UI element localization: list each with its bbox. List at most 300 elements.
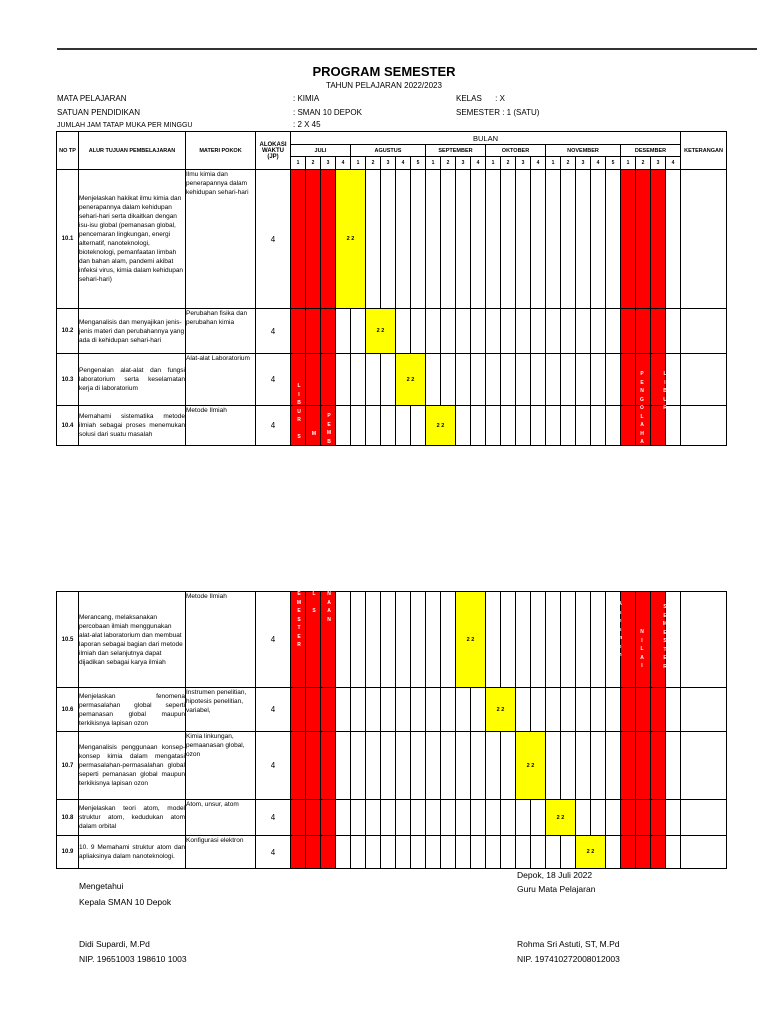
holiday-cell: [291, 309, 306, 354]
week-cell: [456, 309, 471, 354]
semester-label: S E M E S T E R: [662, 604, 668, 670]
week-header: 2: [636, 157, 651, 170]
kepala-nip: NIP. 19651003 198610 1003: [79, 954, 187, 964]
holiday-cell: [291, 800, 306, 836]
week-cell: [471, 406, 486, 446]
holiday-cell: [621, 406, 636, 446]
week-cell: [501, 732, 516, 800]
week-cell: [501, 406, 516, 446]
week-header: 5: [606, 157, 621, 170]
week-cell: [486, 309, 501, 354]
week-cell: [351, 406, 366, 446]
holiday-cell: [651, 800, 666, 836]
week-cell: [396, 836, 411, 869]
mapel-label: MATA PELAJARAN: [57, 94, 127, 103]
naan-label: N A A N: [327, 591, 331, 623]
week-cell: [561, 170, 576, 309]
holiday-cell: [621, 732, 636, 800]
ls-label: L S: [312, 591, 316, 614]
tp-number: 10.7: [57, 732, 79, 800]
jp-value: 4: [256, 732, 291, 800]
jp-value: 4: [256, 170, 291, 309]
materi-text: Konfigurasi elektron: [186, 836, 256, 869]
week-header: 3: [381, 157, 396, 170]
materi-text: Atom, unsur, atom: [186, 800, 256, 836]
holiday-cell: [621, 309, 636, 354]
week-cell: [381, 592, 396, 688]
week-cell: [471, 732, 486, 800]
week-cell: [336, 836, 351, 869]
holiday-cell: [621, 836, 636, 869]
holiday-cell: [306, 836, 321, 869]
holiday-cell: [651, 732, 666, 800]
week-cell: [426, 592, 441, 688]
mp-label: M P: [311, 431, 317, 454]
week-header: 1: [486, 157, 501, 170]
week-cell: [366, 800, 381, 836]
week-header: 2: [441, 157, 456, 170]
month-header: NOVEMBER: [546, 145, 621, 157]
tp-number: 10.5: [57, 592, 79, 688]
week-header: 4: [591, 157, 606, 170]
jam-value: : 2 X 45: [293, 120, 321, 129]
week-header: 1: [621, 157, 636, 170]
page-title: PROGRAM SEMESTER: [312, 64, 456, 79]
week-cell: [516, 836, 531, 869]
week-header: 3: [321, 157, 336, 170]
tujuan-text: Menjelaskan fenomena permasalahan global seperti pemanasan global maupun terkikisnya lapisan ozon: [79, 688, 186, 732]
header-rule: [57, 48, 757, 50]
week-cell: [441, 836, 456, 869]
week-cell: [366, 836, 381, 869]
week-cell: [501, 800, 516, 836]
week-cell: [441, 309, 456, 354]
week-cell: [396, 592, 411, 688]
week-cell: [546, 592, 561, 688]
week-activity: 2 2: [336, 170, 366, 309]
week-activity: 2 2: [486, 688, 516, 732]
week-cell: [441, 732, 456, 800]
week-cell: [441, 592, 456, 688]
week-header: 3: [456, 157, 471, 170]
keterangan-cell: [681, 592, 727, 688]
week-cell: [366, 354, 381, 406]
week-cell: [591, 170, 606, 309]
week-cell: [351, 732, 366, 800]
col-materi-header: MATERI POKOK: [186, 132, 256, 170]
col-tujuan-header: ALUR TUJUAN PEMBELAJARAN: [79, 132, 186, 170]
week-cell: [546, 406, 561, 446]
n-label: N: [640, 586, 644, 592]
week-cell: [396, 170, 411, 309]
holiday-cell: [636, 732, 651, 800]
week-cell: [606, 800, 621, 836]
jam-label: JUMLAH JAM TATAP MUKA PER MINGGU: [57, 122, 193, 129]
tp-number: 10.3: [57, 354, 79, 406]
week-cell: [546, 732, 561, 800]
week-cell: [546, 170, 561, 309]
week-cell: [396, 800, 411, 836]
week-cell: [561, 688, 576, 732]
week-cell: [426, 732, 441, 800]
week-header: 2: [501, 157, 516, 170]
holiday-cell: [321, 688, 336, 732]
keterangan-cell: [681, 354, 727, 406]
week-cell: [486, 406, 501, 446]
tp-number: 10.1: [57, 170, 79, 309]
week-cell: [336, 309, 351, 354]
nilai-label: N I L A I: [640, 629, 644, 669]
guru-nip: NIP. 197410272008012003: [517, 954, 620, 964]
kelas-info: KELAS : X: [456, 94, 505, 103]
week-cell: [576, 309, 591, 354]
week-cell: [486, 592, 501, 688]
mengetahui-text: Mengetahui: [79, 881, 124, 891]
satuan-value: : SMAN 10 DEPOK: [293, 108, 362, 117]
week-cell: [606, 354, 621, 406]
table-row: [57, 800, 727, 836]
week-header: 3: [576, 157, 591, 170]
materi-text: Perubahan fisika dan perubahan kimia: [186, 309, 256, 354]
tujuan-text: Menganalisis dan menyajikan jenis-jenis materi dan perubahannya yang ada di kehidupan sehari-hari: [79, 309, 186, 354]
holiday-cell: [321, 800, 336, 836]
holiday-cell: [636, 309, 651, 354]
jp-value: 4: [256, 688, 291, 732]
holiday-cell: [636, 170, 651, 309]
satuan-label: SATUAN PENDIDIKAN: [57, 108, 140, 117]
week-cell: [606, 406, 621, 446]
week-cell: [441, 688, 456, 732]
week-cell: [516, 406, 531, 446]
week-cell: [471, 170, 486, 309]
week-cell: [546, 688, 561, 732]
week-cell: [411, 732, 426, 800]
week-cell: [381, 170, 396, 309]
week-cell: [471, 800, 486, 836]
month-header: AGUSTUS: [351, 145, 426, 157]
keterangan-cell: [681, 688, 727, 732]
week-header: 5: [411, 157, 426, 170]
week-header: 4: [666, 157, 681, 170]
tujuan-text: Merancang, melaksanakan percobaan ilmiah menggunakan alat-alat laboratorium dan membuat laporan sebagai bagian dari metode ilmiah dan selanjutnya dapat dijadikan sebagai karya ilmiah: [79, 592, 186, 688]
table-row: [57, 406, 727, 446]
week-cell: [411, 800, 426, 836]
jp-value: 4: [256, 800, 291, 836]
week-header: 1: [546, 157, 561, 170]
week-cell: [411, 170, 426, 309]
holiday-cell: [636, 688, 651, 732]
week-cell: [576, 732, 591, 800]
week-cell: [336, 592, 351, 688]
week-cell: [591, 732, 606, 800]
week-cell: [366, 732, 381, 800]
week-header: 1: [426, 157, 441, 170]
week-activity: 2 2: [546, 800, 576, 836]
week-cell: [426, 688, 441, 732]
week-activity: 2 2: [426, 406, 456, 446]
week-cell: [381, 354, 396, 406]
holiday-cell: [651, 836, 666, 869]
holiday-cell: [636, 800, 651, 836]
week-cell: [561, 354, 576, 406]
week-cell: [606, 732, 621, 800]
week-cell: [456, 354, 471, 406]
week-cell: [531, 800, 546, 836]
keterangan-cell: [681, 406, 727, 446]
tp-number: 10.6: [57, 688, 79, 732]
holiday-cell: [651, 688, 666, 732]
week-header: 2: [306, 157, 321, 170]
week-header: 4: [531, 157, 546, 170]
semester-info: SEMESTER : 1 (SATU): [456, 108, 540, 117]
week-cell: [426, 800, 441, 836]
week-cell: [336, 800, 351, 836]
holiday-cell: [306, 354, 321, 406]
week-cell: [591, 354, 606, 406]
week-cell: [606, 836, 621, 869]
tp-number: 10.8: [57, 800, 79, 836]
week-cell: [381, 836, 396, 869]
week-cell: [366, 406, 381, 446]
week-cell: [576, 688, 591, 732]
jp-value: 4: [256, 836, 291, 869]
holiday-cell: [621, 170, 636, 309]
week-cell: [666, 170, 681, 309]
materi-text: Instrumen penelitian, hipotesis penelitian, variabel,: [186, 688, 256, 732]
jp-value: 4: [256, 592, 291, 688]
col-keterangan-header: KETERANGAN: [681, 132, 727, 170]
holiday-cell: [306, 309, 321, 354]
week-cell: [606, 309, 621, 354]
week-cell: [501, 309, 516, 354]
tujuan-text: Menjelaskan hakikat ilmu kimia dan penerapannya dalam kehidupan sehari-hari serta dikaitkan dengan isu-isu global (pemanasan global, pencemaran lingkungan, energi alternatif, nanoteknologi, bioteknologi, pemanfaatan limbah dan bahan alam, pandemi akibat infeksi virus, kimia dalam kehidupan sehari-hari): [79, 170, 186, 309]
week-cell: [456, 732, 471, 800]
week-cell: [381, 406, 396, 446]
week-cell: [546, 309, 561, 354]
week-header: 3: [516, 157, 531, 170]
week-activity: 2 2: [396, 354, 426, 406]
week-cell: [426, 354, 441, 406]
tp-number: 10.2: [57, 309, 79, 354]
schedule-table-bottom: [56, 591, 727, 869]
week-cell: [591, 800, 606, 836]
week-cell: [591, 688, 606, 732]
week-cell: [456, 170, 471, 309]
week-cell: [366, 688, 381, 732]
week-cell: [366, 592, 381, 688]
week-header: 3: [651, 157, 666, 170]
month-header: JULI: [291, 145, 351, 157]
week-cell: [576, 800, 591, 836]
week-cell: [486, 836, 501, 869]
guru-role: Guru Mata Pelajaran: [517, 884, 596, 894]
holiday-cell: [291, 836, 306, 869]
holiday-cell: [306, 688, 321, 732]
materi-text: Metode Ilmiah: [186, 592, 256, 688]
week-cell: [336, 406, 351, 446]
week-header: 4: [336, 157, 351, 170]
col-bulan-header: BULAN: [291, 132, 681, 145]
week-cell: [351, 836, 366, 869]
week-cell: [426, 836, 441, 869]
week-cell: [441, 170, 456, 309]
week-cell: [336, 354, 351, 406]
week-cell: [396, 732, 411, 800]
week-cell: [396, 406, 411, 446]
holiday-cell: [621, 688, 636, 732]
tujuan-text: 10. 9 Memahami struktur atom dan apliaksinya dalam nanoteknologi.: [79, 836, 186, 869]
week-cell: [666, 688, 681, 732]
week-cell: [666, 732, 681, 800]
week-cell: [351, 309, 366, 354]
week-cell: [486, 732, 501, 800]
holiday-cell: [306, 732, 321, 800]
holiday-cell: [291, 170, 306, 309]
week-cell: [471, 688, 486, 732]
week-cell: [351, 688, 366, 732]
week-cell: [351, 592, 366, 688]
holiday-cell: [651, 309, 666, 354]
week-cell: [666, 800, 681, 836]
keterangan-cell: [681, 309, 727, 354]
libur2-label: L I B U R: [663, 371, 667, 411]
week-cell: [666, 309, 681, 354]
tujuan-text: Pengenalan alat-alat dan fungsi laboratorium serta keselamatan kerja di laboratorium: [79, 354, 186, 406]
kepala-name: Didi Supardi, M.Pd: [79, 939, 150, 949]
week-activity: 2 2: [516, 732, 546, 800]
keterangan-cell: [681, 170, 727, 309]
week-cell: [411, 688, 426, 732]
week-cell: [666, 836, 681, 869]
week-cell: [546, 354, 561, 406]
materi-text: Alat-alat Laboratorium: [186, 354, 256, 406]
week-cell: [411, 592, 426, 688]
week-cell: [426, 170, 441, 309]
materi-text: Kimia linkungan, pemaanasan global, ozon: [186, 732, 256, 800]
week-cell: [531, 309, 546, 354]
week-header: 1: [351, 157, 366, 170]
week-cell: [516, 170, 531, 309]
week-cell: [456, 800, 471, 836]
holiday-cell: [321, 836, 336, 869]
tujuan-text: Menganalisis penggunaan konsep-konsep kimia dalam mengatasi permasalahan-permasalahan global seperti pemanasan global maupun terkikisnya lapisan ozon: [79, 732, 186, 800]
holiday-cell: [651, 170, 666, 309]
table-row: [57, 732, 727, 800]
week-cell: [411, 309, 426, 354]
jp-value: 4: [256, 406, 291, 446]
week-cell: [561, 836, 576, 869]
month-header: SEPTEMBER: [426, 145, 486, 157]
week-cell: [531, 688, 546, 732]
week-cell: [516, 688, 531, 732]
keterangan-cell: [681, 800, 727, 836]
materi-text: Ilmu kimia dan penerapannya dalam kehidupan sehari-hari: [186, 170, 256, 309]
pemb-label: P E M B: [326, 413, 332, 445]
week-cell: [561, 592, 576, 688]
holiday-cell: [321, 732, 336, 800]
week-cell: [516, 800, 531, 836]
week-activity: 2 2: [366, 309, 396, 354]
week-header: 2: [561, 157, 576, 170]
week-header: 2: [366, 157, 381, 170]
week-cell: [351, 800, 366, 836]
kepala-sekolah-text: Kepala SMAN 10 Depok: [79, 897, 172, 907]
week-cell: [381, 732, 396, 800]
week-cell: [411, 836, 426, 869]
pengolahan-label: P E N G O L A H A N: [640, 371, 644, 454]
emester-label: E M E S T E R: [296, 591, 302, 648]
libur-label: L I B U R S: [297, 383, 301, 440]
week-cell: [591, 309, 606, 354]
week-cell: [501, 836, 516, 869]
holiday-cell: [321, 309, 336, 354]
week-header: 4: [396, 157, 411, 170]
week-cell: [516, 592, 531, 688]
month-header: DESEMBER: [621, 145, 681, 157]
week-cell: [381, 688, 396, 732]
week-cell: [561, 309, 576, 354]
holiday-cell: [306, 800, 321, 836]
tp-number: 10.4: [57, 406, 79, 446]
week-activity: 2 2: [456, 592, 486, 688]
week-cell: [501, 354, 516, 406]
week-cell: [486, 354, 501, 406]
week-cell: [396, 309, 411, 354]
holiday-cell: [621, 354, 636, 406]
week-cell: [501, 592, 516, 688]
week-cell: [591, 592, 606, 688]
week-cell: [456, 406, 471, 446]
week-cell: [576, 354, 591, 406]
holiday-cell: [321, 170, 336, 309]
holiday-cell: [321, 354, 336, 406]
week-cell: [396, 688, 411, 732]
page-subtitle: TAHUN PELAJARAN 2022/2023: [326, 81, 442, 90]
week-cell: [486, 800, 501, 836]
tp-number: 10.9: [57, 836, 79, 869]
week-cell: [606, 170, 621, 309]
week-cell: [441, 800, 456, 836]
holiday-cell: [636, 836, 651, 869]
week-cell: [336, 732, 351, 800]
table-row: [57, 309, 727, 354]
jp-value: 4: [256, 309, 291, 354]
asesmen-label: A s e s m e n: [617, 601, 623, 658]
week-cell: [531, 592, 546, 688]
week-cell: [576, 170, 591, 309]
guru-name: Rohma Sri Astuti, ST, M.Pd: [517, 939, 620, 949]
week-cell: [456, 688, 471, 732]
week-cell: [426, 309, 441, 354]
col-no-header: NO TP: [57, 132, 79, 170]
week-cell: [606, 688, 621, 732]
week-cell: [411, 406, 426, 446]
sign-date: Depok, 18 Juli 2022: [517, 870, 593, 880]
table-row: [57, 354, 727, 406]
week-cell: [351, 354, 366, 406]
col-alokasi-header: ALOKASI WAKTU (JP): [256, 132, 291, 170]
week-cell: [576, 406, 591, 446]
table-row: [57, 688, 727, 732]
week-cell: [516, 354, 531, 406]
week-cell: [501, 170, 516, 309]
table-row: [57, 836, 727, 869]
table-row: [57, 592, 727, 688]
week-cell: [531, 836, 546, 869]
week-cell: [486, 170, 501, 309]
mapel-value: : KIMIA: [293, 94, 320, 103]
week-header: 1: [291, 157, 306, 170]
